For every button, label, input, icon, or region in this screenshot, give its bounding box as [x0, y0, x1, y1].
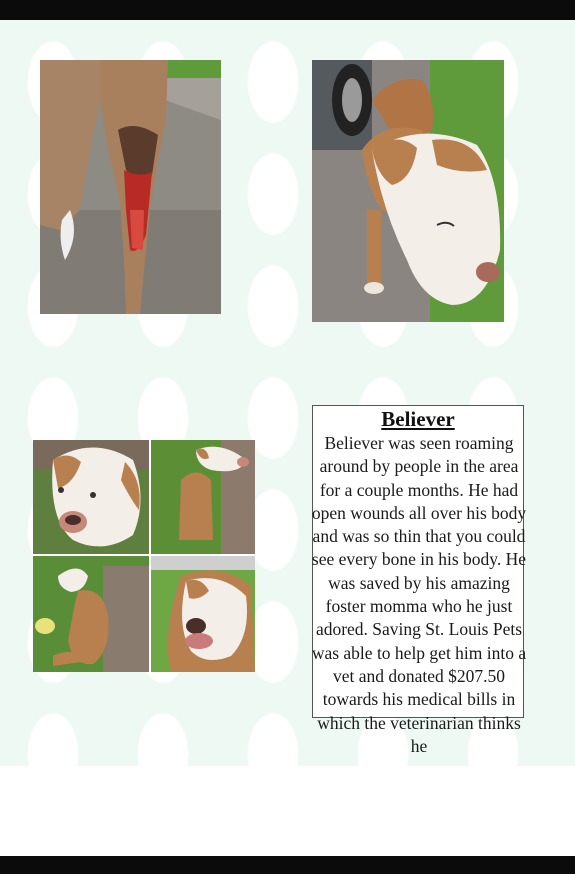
dog-standing-photo [312, 60, 504, 322]
collage-photo-dog-lying [33, 556, 149, 672]
collage-photo-dog-smiling [151, 556, 255, 672]
flyer-page-lower [0, 766, 575, 856]
collage-photo-face-closeup [33, 440, 149, 554]
story-body: Believer was seen roaming around by people in the area for a couple months. He had open wounds all over his body and was so thin that you could see every bone in his body. He was saved by his amazing foster momma who he just adored. Saving St. Louis Pets was able to help get him into a vet and donated $207.50 towards his medical bills in which the veterinarian thinks he [311, 433, 527, 756]
bottom-bar [0, 856, 575, 874]
collage-photo-dog-on-grass [151, 440, 255, 554]
story-title: Believer [381, 407, 455, 431]
wounded-leg-photo [40, 60, 221, 314]
top-bar [0, 0, 575, 20]
photo-collage [33, 440, 255, 672]
